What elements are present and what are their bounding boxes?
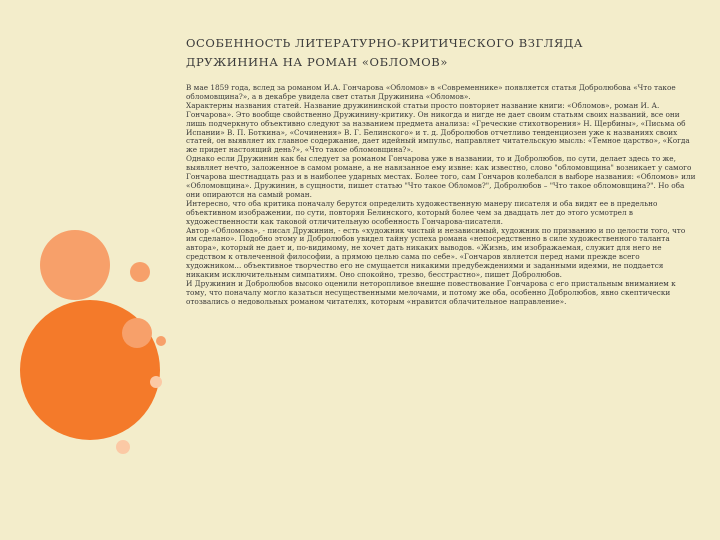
decorative-circle-tiny: [150, 376, 162, 388]
slide-body-text: [186, 84, 696, 307]
slide-title-line1: ОСОБЕННОСТЬ ЛИТЕРАТУРНО-КРИТИЧЕСКОГО ВЗГЛЯДА: [186, 36, 584, 50]
paragraph: В мае 1859 года, вслед за романом И.А. Гончарова «Обломов» в «Современнике» появляется статья Добролюбова «Что такое обломовщина?», а в декабре увидела свет статья Дружинина «Обломов».: [186, 83, 676, 101]
paragraph: Интересно, что оба критика поначалу берутся определить художественную манеру писателя и оба видят ее в предельно объективном изображении, по сути, повторяя Белинского, который более чем за двадцать лет до этого усмотрел в художественности как таковой отличительную особенность Гончарова-писателя.: [186, 198, 658, 226]
paragraph: Автор «Обломова», - писал Дружинин, - есть «художник чистый и независимый, художник по призванию и по целости того, что им сделано». Подобно этому и Добролюбов увидел тайну успеха романа «непосредственно в силе художественного таланта автора», который не дает и, по-видимому, не хочет дать никаких выводов. «Жизнь, им изображаемая, служит для него не средством к отвлеченной философии, а прямою целью сама по себе». «Гончаров является перед нами прежде всего художником... объективное творчество его не смущается никакими предубеждениями и заданными идеями, не поддается никаким исключительным симпатиям. Оно спокойно, трезво, бесстрастно», пишет Добролюбов.: [186, 225, 686, 280]
paragraph: Однако если Дружинин как бы следует за романом Гончарова уже в названии, то и Добролюбов, по сути, делает здесь то же, выявляет нечто, заложенное в самом романе, а не навязанное ему извне: как известно, слово "обломовщина" возникает у самого Гончарова шестнадцать раз и в наиболее ударных местах. Более того, сам Гончаров колебался в выборе названия: «Обломов» или «Обломовщина». Дружинин, в сущности, пишет статью "Что такое Обломов?", Добролюбов – "Что такое обломовщина?". Но оба они опираются на самый роман.: [186, 154, 696, 199]
decorative-circle-tiny: [116, 440, 130, 454]
paragraph: Характерны названия статей. Название дружининской статьи просто повторяет название книги: «Обломов», роман И. А. Гончарова». Это вообще свойственно Дружинину-критику. Он никогда и нигде не дает своим статьям своих названий, все они лишь подчеркнуто объективно следуют за названием предмета анализа: «Греческие стихотворения» Н. Щербины», «Письма об Испании» В. П. Боткина», «Сочинения» В. Г. Белинского» и т. д. Добролюбов отчетливо тенденциозен уже к названиях своих статей, он выявляет их главное содержание, дает идейный импульс, направляет читательскую мысль: «Темное царство», «Когда же придет настоящий день?», «Что такое обломовщина?».: [186, 100, 690, 155]
slide-title-line2: ДРУЖИНИНА НА РОМАН «ОБЛОМОВ»: [186, 55, 448, 69]
decorative-circle-small: [130, 262, 150, 282]
decorative-circle-medium: [40, 230, 110, 300]
decorative-circle-small: [122, 318, 152, 348]
slide-title: [186, 34, 686, 72]
paragraph: И Дружинин и Добролюбов высоко оценили неторопливое внешне повествование Гончарова с его пристальным вниманием к тому, что поначалу могло казаться несущественными мелочами, и потому же оба, особенно Добролюбов, явно скептически отозвались о недовольных романом читателях, которым «нравится облачительное направление».: [186, 278, 676, 306]
decorative-circle-tiny: [156, 336, 166, 346]
